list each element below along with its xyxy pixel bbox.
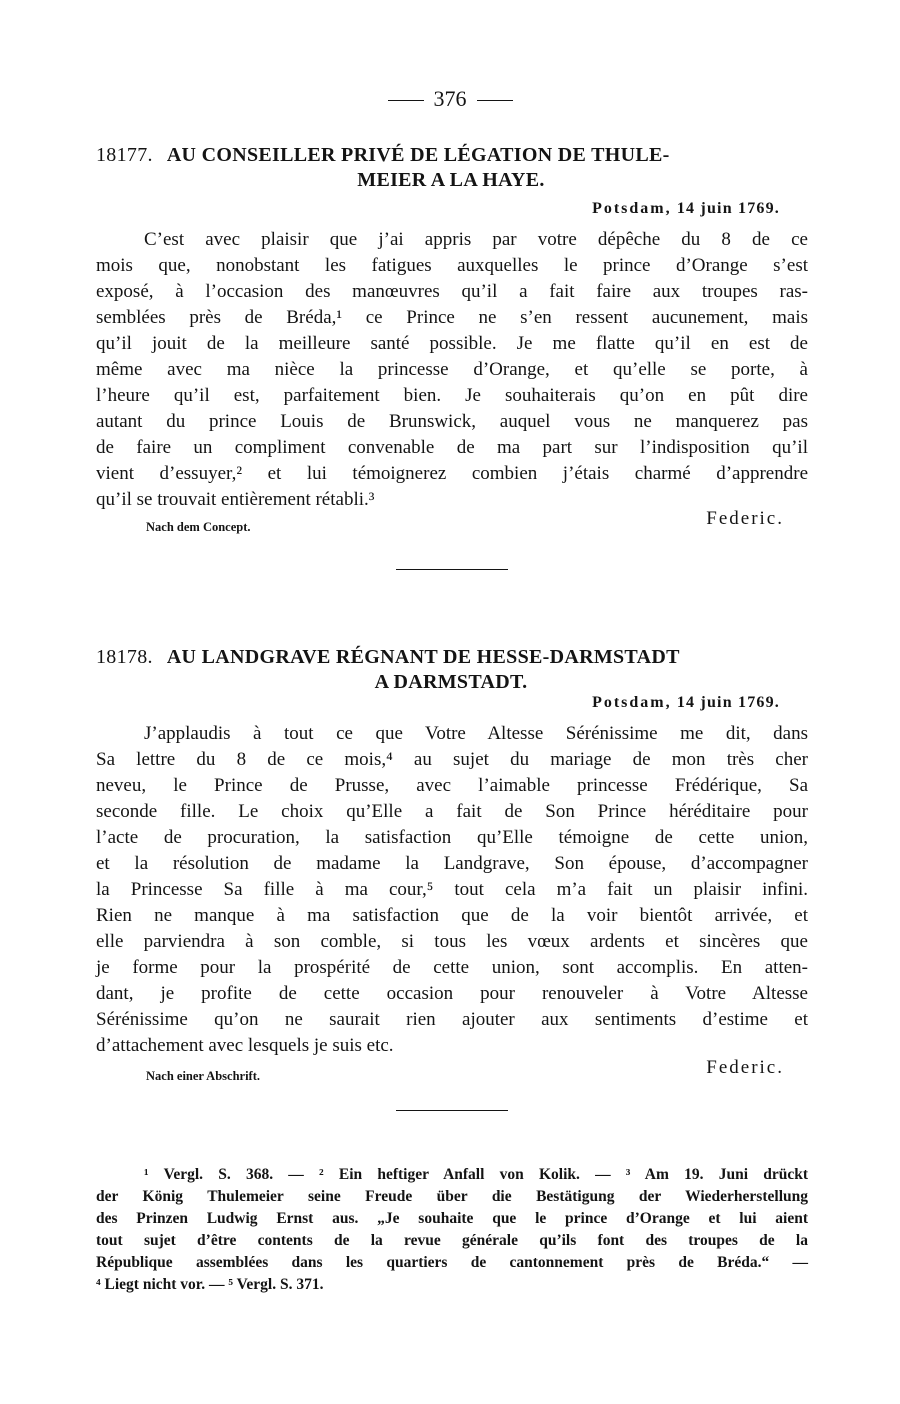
- body-line: je forme pour la prospérité de cette union, sont accomplis. En atten-: [96, 957, 808, 978]
- dateline: [592, 200, 780, 218]
- page-number-header: [0, 86, 900, 112]
- dateline-place: Potsdam,: [592, 200, 672, 217]
- heading-line-1: AU LANDGRAVE RÉGNANT DE HESSE-DARMSTADT: [166, 646, 680, 668]
- body-line: vient d’essuyer,² et lui témoignerez combien j’étais charmé d’apprendre: [96, 463, 808, 484]
- body-line: Sa lettre du 8 de ce mois,⁴ au sujet du mariage de mon très cher: [96, 749, 808, 770]
- body-line: J’applaudis à tout ce que Votre Altesse Sérénissime me dit, dans: [144, 723, 808, 744]
- letter-number: 18177.: [96, 144, 153, 166]
- signature: Federic.: [706, 1057, 784, 1078]
- body-line: qu’il se trouvait entièrement rétabli.³: [96, 489, 375, 510]
- header-dash-right: [477, 100, 513, 101]
- body-line: C’est avec plaisir que j’ai appris par votre dépêche du 8 de ce: [144, 229, 808, 250]
- body-line: Sérénissime qu’on ne saurait rien ajouter aux sentiments d’estime et: [96, 1009, 808, 1030]
- body-line: d’attachement avec lesquels je suis etc.: [96, 1035, 394, 1056]
- body-line: elle parviendra à son comble, si tous les vœux ardents et sincères que: [96, 931, 808, 952]
- body-line: seconde fille. Le choix qu’Elle a fait de Son Prince héréditaire pour: [96, 801, 808, 822]
- heading-line-2: MEIER A LA HAYE.: [357, 169, 545, 191]
- letter-number: 18178.: [96, 646, 153, 668]
- heading-line-1: AU CONSEILLER PRIVÉ DE LÉGATION DE THULE-: [166, 144, 670, 166]
- body-line: qu’il jouit de la meilleure santé possible. Je me flatte qu’il en est de: [96, 333, 808, 354]
- body-line: l’acte de procuration, la satisfaction qu’Elle témoigne de cette union,: [96, 827, 808, 848]
- letter-body: [96, 227, 808, 513]
- footnote-line: tout sujet d’être contents de la revue générale qu’ils font des troupes de la: [96, 1232, 808, 1249]
- letter-heading: [96, 143, 806, 193]
- body-line: mois que, nonobstant les fatigues auxquelles le prince d’Orange s’est: [96, 255, 808, 276]
- heading-line-2: A DARMSTADT.: [374, 671, 528, 693]
- body-line: exposé, à l’occasion des manœuvres qu’il a fait faire aux troupes ras-: [96, 281, 808, 302]
- body-line: autant du prince Louis de Brunswick, auquel vous ne manquerez pas: [96, 411, 808, 432]
- signature: Federic.: [706, 508, 784, 529]
- section-divider: [396, 1110, 508, 1111]
- header-dash-left: [388, 100, 424, 101]
- source-note: Nach einer Abschrift.: [146, 1069, 260, 1083]
- footnote-line: ¹ Vergl. S. 368. — ² Ein heftiger Anfall von Kolik. — ³ Am 19. Juni drückt: [144, 1166, 808, 1183]
- body-line: Rien ne manque à ma satisfaction que de la voir bientôt arrivée, et: [96, 905, 808, 926]
- source-note: Nach dem Concept.: [146, 520, 251, 534]
- letter-heading: [96, 645, 806, 695]
- footnote-line: ⁴ Liegt nicht vor. — ⁵ Vergl. S. 371.: [96, 1276, 324, 1293]
- body-line: la Princesse Sa fille à ma cour,⁵ tout cela m’a fait un plaisir infini.: [96, 879, 808, 900]
- body-line: l’heure qu’il est, parfaitement bien. Je souhaiterais qu’on en pût dire: [96, 385, 808, 406]
- dateline-date: 14 juin 1769.: [676, 694, 780, 711]
- body-line: neveu, le Prince de Prusse, avec l’aimable princesse Frédérique, Sa: [96, 775, 808, 796]
- dateline-date: 14 juin 1769.: [676, 200, 780, 217]
- body-line: dant, je profite de cette occasion pour renouveler à Votre Altesse: [96, 983, 808, 1004]
- page-number: 376: [433, 86, 467, 111]
- footnote-line: République assemblées dans les quartiers de cantonnement près de Bréda.“ —: [96, 1254, 808, 1271]
- body-line: de faire un compliment convenable de ma part sur l’indisposition qu’il: [96, 437, 808, 458]
- letter-body: [96, 721, 808, 1059]
- section-divider: [396, 569, 508, 570]
- dateline: [592, 694, 780, 712]
- footnote-line: des Prinzen Ludwig Ernst aus. „Je souhaite que le prince d’Orange et lui aient: [96, 1210, 808, 1227]
- body-line: semblées près de Bréda,¹ ce Prince ne s’en ressent aucunement, mais: [96, 307, 808, 328]
- dateline-place: Potsdam,: [592, 694, 672, 711]
- body-line: même avec ma nièce la princesse d’Orange, et qu’elle se porte, à: [96, 359, 808, 380]
- footnotes: [96, 1164, 808, 1296]
- body-line: et la résolution de madame la Landgrave, Son épouse, d’accompagner: [96, 853, 808, 874]
- footnote-line: der König Thulemeier seine Freude über die Bestätigung der Wiederherstellung: [96, 1188, 808, 1205]
